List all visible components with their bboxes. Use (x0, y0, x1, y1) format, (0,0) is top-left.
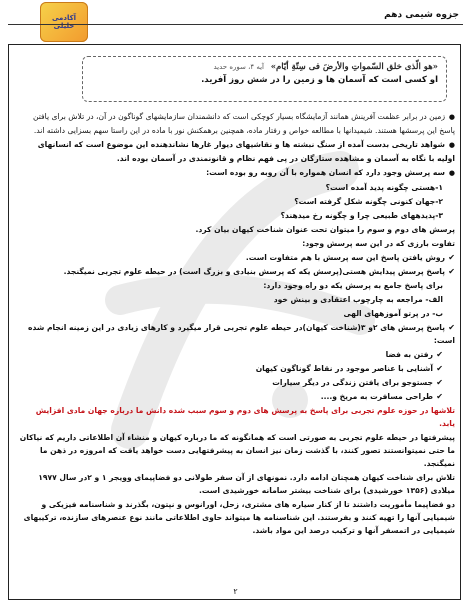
verse-reference: آیه ۴، سوره حدید (213, 63, 264, 71)
checkmark-icon: ✔ (436, 350, 443, 359)
science-question (18, 321, 455, 347)
page-number: ۲ (233, 587, 238, 596)
answer-intro: برای پاسخ جامع به پرسش یکه دو راه وجود دارد: (263, 281, 443, 290)
header-divider (8, 24, 463, 25)
note-line: تفاوت بارزی که در این سه پرسش وجود: (302, 239, 455, 248)
checkmark-icon: ✔ (436, 378, 443, 387)
check-text: رفتن به فضا (385, 350, 433, 359)
document-body (18, 110, 455, 538)
check-text: آشنایی با عناصر موجود در نقاط گوناگون کیهان (255, 364, 433, 373)
paragraph-questions-intro (18, 166, 455, 180)
answer-way: ب- در پرتو آموزههای الهی (343, 309, 443, 318)
question-item: ۲-جهان کنونی چگونه شکل گرفته است؟ (294, 197, 443, 206)
bullet-icon: ● (448, 169, 455, 177)
checkmark-icon: ✔ (448, 323, 455, 332)
check-item (18, 376, 455, 389)
answer-way: الف- مراجعه به چارچوب اعتقادی و بینش خود (273, 295, 443, 304)
final-paragraph: پیشرفتها در حیطه علوم تجربی به صورتی است که همانگونه که ما درباره کیهان و منشاء آن اطلاعاتی داریم که نیاکان ما حتی نمیتوانستند تصور کنند، با گذشت زمان نیز انسان به پیشرفتهایی دست خواهد یافت که امروزه در ذهن ما نمیگنجد. (19, 433, 455, 468)
final-paragraph: دو فضاپیما مأموریت داشتند تا از کنار سیاره های مشتری، زحل، اورانوس و نپتون، بگذرند و شناسنامه فیزیکی و شیمیایی آنها را تهیه کنند و بفرستند. این شناسنامه ها میتواند حاوی اطلاعاتی مانند نوع عنصرهای سازنده، ترکیبهای شیمیایی در اتمسفر آنها و ترکیب درصد این مواد باشد. (23, 500, 455, 535)
check-text: طراحی مسافرت به مریخ و.... (320, 392, 433, 401)
verse-translation: او کسی است که آسمان ها و زمین را در شش روز آفرید. (201, 75, 438, 86)
checkmark-icon: ✔ (436, 364, 443, 373)
questions-intro-text: سه پرسش وجود دارد که انسان همواره با آن روبه رو بوده است: (206, 168, 445, 177)
checkmark-icon: ✔ (448, 253, 455, 262)
question-item: ۱-هستی چگونه پدید آمده است؟ (325, 183, 443, 192)
verse-box (82, 56, 447, 102)
header-title: جزوه شیمی دهم (384, 10, 459, 20)
final-paragraph: تلاش برای شناخت کیهان همچنان ادامه دارد. نمونهای از آن سفر طولانی دو فضاپیمای وویجر ۱ و ۲در سال ۱۹۷۷ میلادی (۱۳۵۶ خورشیدی) برای شناخت بیشتر سامانه خورشیدی است. (38, 473, 455, 495)
verse-arabic: «هو الّذی خلق السّمواتِ والأرضَ فی سِتّةِ أیّام» (270, 62, 438, 72)
check-item (18, 362, 455, 375)
bullet-icon: ● (448, 113, 455, 121)
paragraph-intro (18, 110, 455, 137)
check-item (18, 265, 455, 278)
logo (40, 2, 88, 42)
check-text: روش یافتن پاسخ این سه پرسش با هم متفاوت است. (245, 253, 445, 262)
check-item (18, 251, 455, 264)
bullet-icon: ● (448, 141, 455, 149)
observation-text: شواهد تاریخی بدست آمده از سنگ نبشته ها و نقاشیهای دیوار غارها نشاندهنده این موضوع است که انسانهای اولیه با نگاه به آسمان و مشاهده ستارگان در پی فهم نظام و قانونمندی در آسمان بوده اند. (37, 140, 455, 163)
logo-line2: خلیلی (53, 22, 75, 30)
check-item (18, 348, 455, 361)
checkmark-icon: ✔ (448, 267, 455, 276)
check-text: پاسخ پرسش پیدایش هستی(پرسش یکه که پرسش بنیادی و بزرگ است) در حیطه علوم تجربی نمیگنجد. (63, 267, 445, 276)
science-question-text: پاسخ پرسش های ۲و ۳(شناخت کیهان)در حیطه علوم تجربی قرار میگیرد و کارهای زیادی در این زمینه انجام شده است: (28, 323, 455, 345)
check-text: جستوجو برای یافتن زندگی در دیگر سیارات (272, 378, 433, 387)
highlight-line: تلاشها در حوزه علوم تجربی برای پاسخ به پرسش های دوم و سوم سبب شده دانش ما درباره جهان مادی افزایش یابد. (35, 406, 455, 428)
check-item (18, 390, 455, 403)
intro-text: زمین در برابر عظمت آفرینش همانند آزمایشگاه بسیار کوچکی است که دانشمندان سازمایشهای گوناگون در آن، در تلاش برای یافتن پاسخ این پرسشها هستند. شیمیدانها با مطالعه خواص و رفتار ماده، همچنین برهمکنش نور با ماده در این راستا سهم بسزایی داشته اند. (32, 112, 455, 135)
note-line: پرسش های دوم و سوم را میتوان تحت عنوان شناخت کیهان بیان کرد. (195, 225, 455, 234)
paragraph-observation (18, 138, 455, 165)
question-item: ۳-پدیدههای طبیعی چرا و چگونه رخ میدهند؟ (280, 211, 443, 220)
logo-line1: آکادمی (51, 14, 77, 22)
checkmark-icon: ✔ (436, 392, 443, 401)
